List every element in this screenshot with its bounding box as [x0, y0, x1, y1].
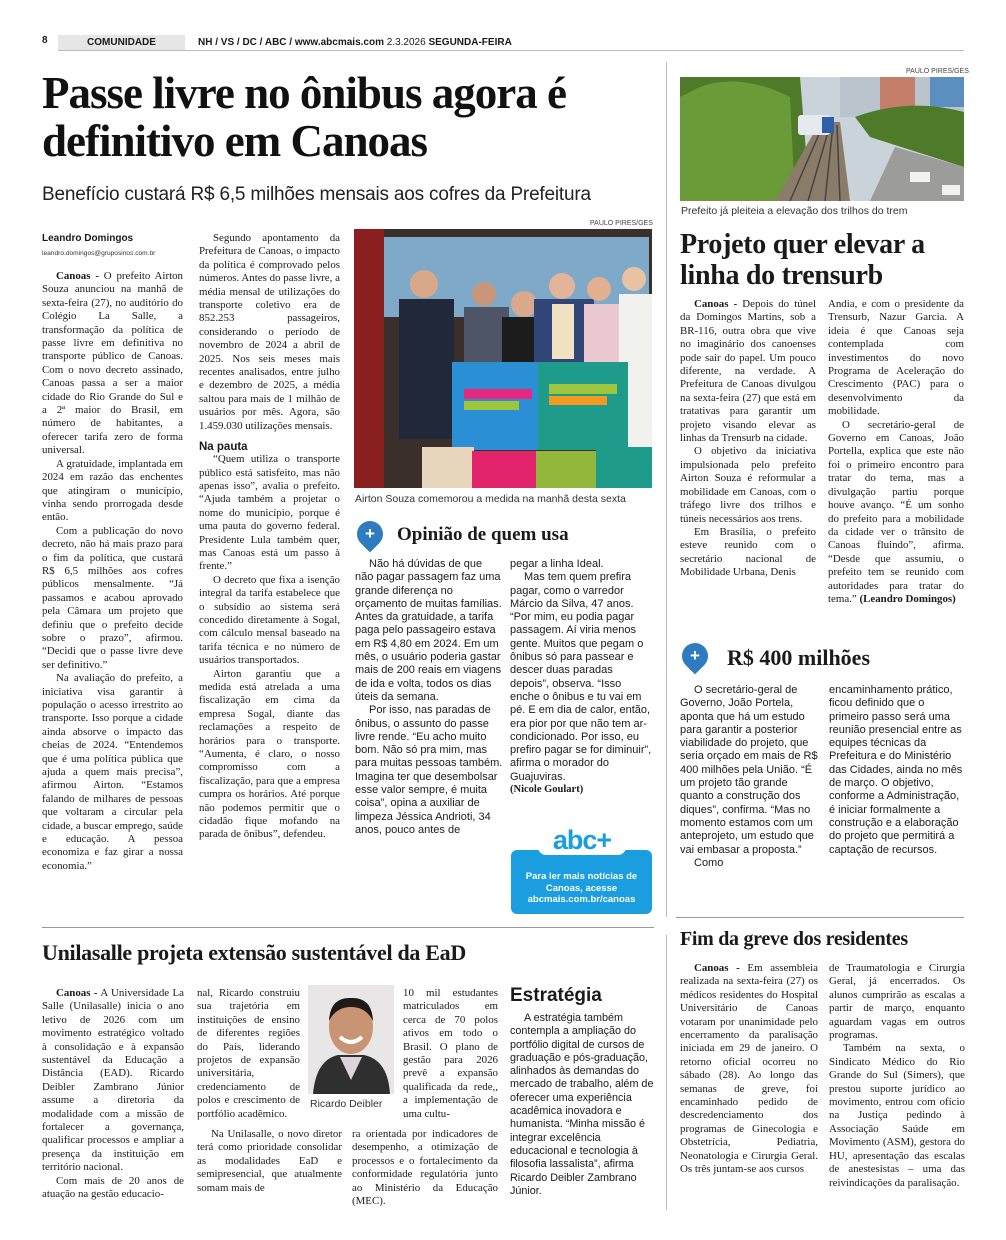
column-divider: [666, 62, 667, 917]
issue-weekday: SEGUNDA-FEIRA: [428, 37, 512, 48]
portrait-illustration: [308, 985, 394, 1094]
strike-headline: Fim da greve dos residentes: [680, 928, 908, 950]
paragraph: Também na sexta, o Sindicato Médico do Rio Grande do Sul (Simers), que prestou suporte jurídico ao movimento, entrou com ofício na Justiça pedindo à Associação Saúde em Movimento (ASM), gestora do HU, apresentação das escalas de anestesistas – uma das reivindicações da paralisação.: [829, 1042, 965, 1189]
strategy-title: Estratégia: [510, 985, 602, 1006]
box-column-b: [829, 684, 967, 857]
paragraph: Com mais de 20 anos de atuação na gestão educacio-: [42, 1174, 184, 1201]
editions: NH / VS / DC / ABC / www.abcmais.com: [198, 37, 384, 48]
paragraph: nal, Ricardo construiu sua trajetória em instituições de ensino de diferentes regiões do País, liderando projetos de expansão universitária, credenciamento de polos e crescimento de portfólio acadêmico.: [197, 987, 300, 1120]
masthead-info: [198, 35, 512, 50]
strategy-column: [510, 1012, 656, 1198]
paragraph: 10 mil estudantes matriculados em cerca de 70 polos ativos em todo o Brasil. O plano de gestão para 2026 prevê a expansão qualificada da rede,, a implementação de uma cultu-: [403, 987, 498, 1120]
paragraph: Por isso, nas paradas de ônibus, o assunto do passe livre rende. “Eu acho muito bom. Não só pra mim, mas para muitas pessoas também. Imagina ter que desembolsar esse valor sempre, é muita coisa”, opina a auxiliar de limpeza Jéssica Andrioti, 34 anos, pouco antes de: [355, 704, 503, 836]
paragraph: [680, 962, 818, 1177]
subsection-title: Na pauta: [199, 441, 248, 454]
photo-credit: PAULO PIRES/GES: [590, 220, 653, 227]
box-title: R$ 400 milhões: [727, 645, 870, 670]
train-photo: [680, 77, 964, 201]
opinion-column-b: [510, 558, 654, 795]
unilasalle-column-1: [42, 987, 184, 1202]
paragraph: [42, 270, 183, 458]
main-column-1: [42, 270, 183, 873]
main-photo-caption: Airton Souza comemorou a medida na manhã desta sexta: [355, 493, 626, 505]
paragraph: Andia, e com o presidente da Trensurb, Nazur Garcia. A ideia é que Canoas seja contemplada com investimentos do novo Programa de Aceleração do Crescimento (PAC) para o desenvolvimento da mobilidade.: [828, 298, 964, 418]
paragraph: pegar a linha Ideal.: [510, 558, 604, 570]
trensurb-column-1: [680, 298, 816, 580]
signature: (Leandro Domingos): [859, 592, 956, 605]
opinion-title: Opinião de quem usa: [397, 524, 569, 545]
paragraph: O secretário-geral de Governo, João Portela, aponta que há um estudo para garantir a posterior viabilidade do projeto, que seria orçado em mais de R$ 400 milhões pela União. “É um projeto tão grande quanto a construção dos diques”, confirma. “Mas no momento estamos com um anteprojeto, um estudo que vai embasar a proposta.”: [680, 684, 818, 856]
unilasalle-column-3a: [403, 987, 498, 1121]
plus-icon: [352, 516, 389, 553]
unilasalle-column-2a: [197, 987, 300, 1121]
paragraph: Mas tem quem prefira pagar, como o varredor Márcio da Silva, 47 anos. “Por mim, eu podia pagar passagem. Aí viria menos gente. Muitos que pegam o ônibus só para passear e descer duas paradas depois”, observa. “Isso enche o ônibus e tu vai em pé. E em dia de calor, então, era pior por que não tem ar-condicionado. Por isso, eu prefiro pagar se for diminuir”, afirma o morador do Guajuviras.: [510, 571, 652, 783]
unilasalle-column-2b: [197, 1128, 342, 1195]
section-divider: [676, 917, 964, 918]
paragraph: Como: [694, 856, 724, 869]
issue-date: 2.3.2026: [386, 37, 426, 48]
strike-column-1: [680, 962, 818, 1177]
opinion-column-a: [355, 558, 503, 837]
unilasalle-column-3b: [352, 1128, 498, 1208]
section-divider: [42, 927, 654, 928]
photo-credit: PAULO PIRES/GES: [906, 68, 969, 75]
portrait-caption: Ricardo Deibler: [310, 1098, 383, 1110]
portrait-photo: [308, 985, 394, 1094]
paragraph: Não há dúvidas de que não pagar passagem faz uma grande diferença no orçamento de muitas famílias. Antes da gratuidade, a tarifa paga pelo passageiro estava em R$ 4,80 em 2024. Em um mês, o usuário poderia gastar mais de 200 reais em viagens de ida e volta, todos os dias úteis da semana.: [355, 558, 502, 703]
train-tracks-photo-illustration: [680, 77, 964, 201]
dateline: Canoas -: [56, 987, 98, 999]
strike-column-2: [829, 962, 965, 1190]
paragraph: Segundo apontamento da Prefeitura de Canoas, o impacto da política é comprovado pelos números. Antes do passe livre, a média mensal de utilizações do transporte coletivo era de 852.253 passageiros, considerando o período de novembro de 2024 a abril de 2025. Nos seis meses mais recentes analisados, entre julho e dezembro de 2025, a média saltou para mais de 1 milhão de usuários por mês. Agora, são 1.459.030 utilizações mensais.: [199, 232, 340, 432]
paragraph: O objetivo da iniciativa impulsionada pelo prefeito Airton Souza é reformular a mobilidade em Canoas, com o tráfego livre dos trilhos e túneis necessários aos trens.: [680, 445, 816, 525]
main-photo: [354, 229, 652, 488]
paragraph: “Quem utiliza o transporte público está satisfeito, mas não apenas isso”, avalia o prefeito. “Ajuda também a projetar o nome do município, porque é uma pauta do governo federal. Presidente Lula também quer, mas Canoas está um passo à frente.”: [199, 453, 340, 573]
paragraph-text: O prefeito Airton Souza anunciou na manhã de sexta-feira (27), no auditório do Colégio La Salle, a transformação da política de passe livre em definitiva no transporte público de Canoas. Com o novo decreto assinado, Canoas passa a ser a maior cidade do Rio Grande do Sul e a 2ª maior do Brasil, em número de habitantes, a oferecer tarifa zero de forma universal.: [42, 270, 183, 457]
paragraph: [680, 298, 816, 445]
dateline: Canoas -: [694, 962, 740, 974]
dateline: Canoas -: [694, 298, 738, 310]
paragraph: Em Brasília, o prefeito esteve reunido com o secretário nacional de Mobilidade Urbana, Denis: [680, 525, 816, 579]
section-label: COMUNIDADE: [58, 35, 185, 50]
paragraph: encaminhamento prático, ficou definido que o primeiro passo será uma reunião presencial entre as equipes técnicas da Prefeitura e do Ministério das Cidades, ainda no mês de março. O objetivo, conforme a Administração, é iniciar formalmente a construção e a elaboração do projeto que permitirá a captação de recursos.: [829, 684, 963, 856]
paragraph-text: O secretário-geral de Governo em Canoas, João Portella, explica que este não foi o primeiro encontro para tratar do tema, mas a divulgação partiu porque houve avanço. “É um sonho do prefeito para a mobilidade da cidade ver o trânsito de Canoas fluindo”, afirma. “Desde que assumiu, o prefeito tem se reunido com autoridades para tratar do tema.”: [828, 418, 964, 605]
header-rule: [58, 50, 964, 51]
plus-glyph: +: [690, 646, 700, 665]
trensurb-column-2: [828, 298, 964, 606]
paragraph: Na avaliação do prefeito, a iniciativa visa garantir à população o acesso irrestrito ao transporte. Isso porque a cidade ainda absorve o impacto das cheias de 2024. “Entendemos que é uma política pública que ajuda a quem mais precisa”, afirmou Airton. “Estamos falando de milhares de pessoas que voltaram a circular pela cidade, a buscar emprego, saúde e educação. A pessoa economiza e faz girar a nossa economia.”: [42, 672, 183, 872]
trensurb-headline: Projeto quer elevar a linha do trensurb: [680, 229, 925, 292]
paragraph: O decreto que fixa a isenção integral da tarifa estabelece que o subsídio ao sistema será concedido diretamente à Sogal, com cálculo mensal baseado na tarifa técnica e no número de usuários transportados.: [199, 573, 340, 667]
paragraph: A estratégia também contempla a ampliação do portfólio digital de cursos de graduação e pós-graduação, alinhados às demandas do mercado de trabalho, além de oferecer uma experiência acadêmica inovadora e humanista. “Minha missão é integrar excelência educacional e tecnologia à filosofia lassalista”, afirma Ricardo Deibler Zambrano Júnior.: [510, 1012, 654, 1197]
main-headline: Passe livre no ônibus agora é definitivo em Canoas: [42, 68, 566, 166]
paragraph: ra orientada por indicadores de desempenho, a otimização de processos e o fortalecimento da conformidade regulatória junto ao Ministério da Educação (MEC).: [352, 1128, 498, 1208]
paragraph: [42, 987, 184, 1175]
paragraph: Na Unilasalle, o novo diretor terá como prioridade consolidar as modalidades EaD e semipresencial, que atualmente somam mais de: [197, 1128, 342, 1194]
main-subhead: Benefício custará R$ 6,5 milhões mensais aos cofres da Prefeitura: [42, 184, 591, 205]
celebration-photo-illustration: [354, 229, 652, 488]
byline-email[interactable]: leandro.domingos@gruposinos.com.br: [42, 250, 156, 257]
page-number: 8: [42, 35, 48, 46]
dateline: Canoas -: [56, 270, 99, 282]
column-divider: [666, 935, 667, 1210]
opinion-signature: (Nicole Goulart): [510, 784, 584, 796]
box-column-a: [680, 684, 820, 870]
paragraph: A gratuidade, implantada em 2024 em razão das enchentes que atingiram o município, vinha sendo prorrogada desde então.: [42, 457, 183, 524]
paragraph-text: Depois do túnel da Domingos Martins, sob a BR-116, outra obra que vive no imaginário dos canoenses pode sair do papel. Um pouco diferente, na verdade. A Prefeitura de Canoas divulgou na sexta-feira (27) que está em tratativas para garantir um projeto visando elevar as linhas da Trensurb na cidade.: [680, 298, 816, 445]
plus-glyph: +: [365, 524, 375, 543]
paragraph: Com a publicação do novo decreto, não há mais prazo para o fim da política, que custará R$ 6,5 milhões aos cofres públicos mensalmente. “Já passamos e acabou aprovado pela Câmara um projeto que definiu que o prefeito decide sobre o prazo”, afirmou. “Decidi que o passe livre deve ser definitivo.”: [42, 524, 183, 671]
paragraph: [828, 419, 964, 607]
paragraph-text: Em assembleia realizada na sexta-feira (27) os médicos residentes do Hospital Universitário de Canoas votaram por unanimidade pelo encerramento da paralisação iniciada em 29 de janeiro. O retorno oficial ocorreu no sábado (28). Ao longo das semanas de greve, foi encaminhado pedido de descredenciamento dos programas de Ginecologia e Obstetrícia, Pediatria, Neonatologia e Cirurgia Geral. Os três juntam-se aos cursos: [680, 962, 818, 1176]
byline: Leandro Domingos: [42, 233, 134, 244]
main-column-2: [199, 232, 340, 842]
plus-icon: [677, 638, 714, 675]
promo-text[interactable]: Para ler mais notícias de Canoas, acesse abcmais.com.br/canoas: [525, 871, 638, 905]
unilasalle-headline: Unilasalle projeta extensão sustentável da EaD: [42, 940, 466, 965]
train-photo-caption: Prefeito já pleiteia a elevação dos trilhos do trem: [681, 205, 908, 217]
paragraph: de Traumatologia e Cirurgia Geral, já encerrados. Os alunos cumprirão as escalas a partir de março, enquanto aguardam vagas em outros programas.: [829, 962, 965, 1042]
paragraph: Airton garantiu que a medida está atrelada a uma fiscalização em cima da empresa Sogal, diante das reclamações a respeito de horários para o transporte. “Aumenta, é claro, o nosso compromisso com a fiscalização, para que a empresa cumpra os horários. Até porque não podemos permitir que o cidadão fique mofando na parada de ônibus”, defendeu.: [199, 667, 340, 841]
paragraph-text: A Universidade La Salle (Unilasalle) inicia o ano letivo de 2026 com um movimento estratégico voltado à consolidação e à expansão sustentável da Educação a Distância (EAD). Ricardo Deibler Zambrano Júnior assume a diretoria da modalidade com a missão de fortalecer a governança, qualificar processos e ampliar a presença da instituição em território nacional.: [42, 987, 184, 1174]
abc-plus-logo[interactable]: abc+: [538, 825, 626, 855]
